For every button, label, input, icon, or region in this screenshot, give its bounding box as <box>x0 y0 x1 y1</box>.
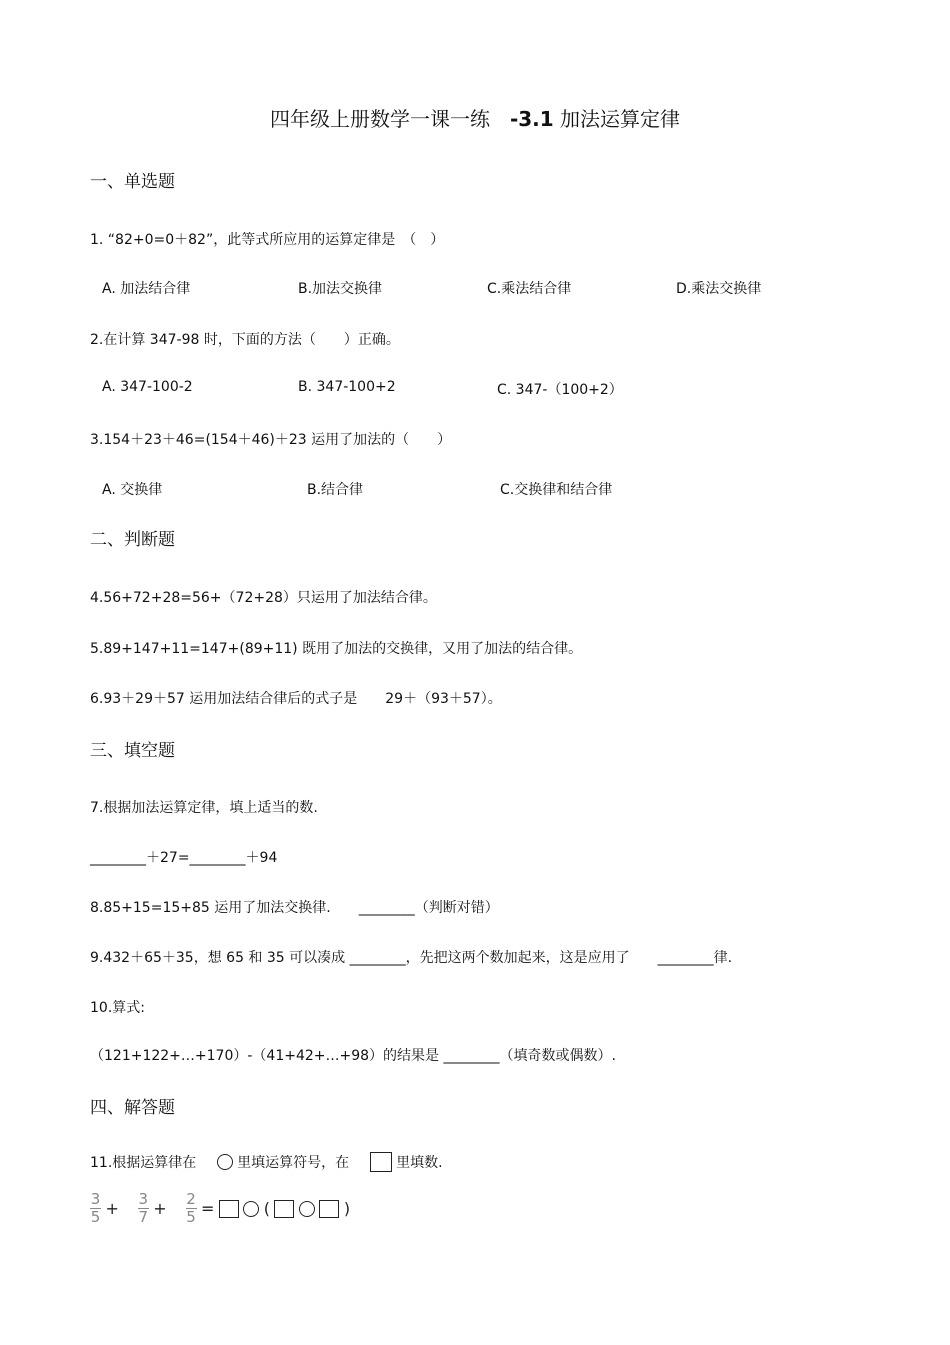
fraction-2-denominator: 7 <box>138 1208 149 1226</box>
fraction-1-numerator: 3 <box>90 1190 101 1208</box>
title-number: -3.1 <box>509 107 554 131</box>
page-title <box>0 103 950 132</box>
question-6: 6.93＋29＋57 运用加法结合律后的式子是 29＋（93＋57）。 <box>90 691 502 707</box>
q11-equation <box>90 1192 350 1225</box>
question-5: 5.89+147+11=147+(89+11) 既用了加法的交换律，又用了加法的结合律。 <box>90 641 583 657</box>
question-2: 2.在计算 347-98 时，下面的方法（ ）正确。 <box>90 332 400 348</box>
question-7-blanks: ________＋27=________＋94 <box>90 850 278 866</box>
title-main: 四年级上册数学一课一练 <box>269 107 490 131</box>
operator-circle-2[interactable] <box>299 1201 315 1217</box>
q2-option-a: A. 347-100-2 <box>102 379 193 395</box>
title-rest: 加法运算定律 <box>560 107 681 131</box>
section-heading-fill-blank: 三、填空题 <box>90 741 175 761</box>
fraction-3-numerator: 2 <box>186 1190 196 1208</box>
question-8: 8.85+15=15+85 运用了加法交换律. ________（判断对错） <box>90 900 499 916</box>
question-1: 1. “82+0=0＋82”，此等式所应用的运算定律是 （ ） <box>90 232 445 248</box>
question-9: 9.432＋65＋35，想 65 和 35 可以凑成 ________，先把这两个数加起来，这是应用了 ________律. <box>90 950 733 966</box>
question-10-expression: （121+122+…+170）-（41+42+…+98）的结果是 ________（填奇数或偶数）. <box>90 1048 616 1064</box>
operator-circle-1[interactable] <box>243 1201 259 1217</box>
q11-text-mid: 里填运算符号，在 <box>237 1155 350 1171</box>
answer-box-2[interactable] <box>274 1200 294 1218</box>
q11-text-pre: 11.根据运算律在 <box>90 1155 197 1171</box>
square-box-icon <box>370 1152 392 1172</box>
plus-sign: + <box>153 1199 167 1218</box>
q1-option-a: A. 加法结合律 <box>102 281 191 297</box>
q3-option-c: C.交换律和结合律 <box>500 482 613 498</box>
fraction-2-numerator: 3 <box>138 1190 149 1208</box>
right-paren: ) <box>343 1199 351 1218</box>
question-4: 4.56+72+28=56+（72+28）只运用了加法结合律。 <box>90 590 437 606</box>
section-heading-single-choice: 一、单选题 <box>90 172 175 192</box>
fraction-3-denominator: 5 <box>186 1208 196 1226</box>
fraction-2 <box>138 1192 149 1225</box>
q1-option-b: B.加法交换律 <box>298 281 383 297</box>
question-11 <box>90 1152 443 1172</box>
q1-option-c: C.乘法结合律 <box>487 281 572 297</box>
q11-text-post: 里填数. <box>396 1155 443 1171</box>
question-10: 10.算式: <box>90 1000 145 1016</box>
question-7: 7.根据加法运算定律，填上适当的数. <box>90 800 318 816</box>
plus-sign: + <box>105 1199 119 1218</box>
q3-option-a: A. 交换律 <box>102 482 163 498</box>
left-paren: ( <box>263 1199 270 1218</box>
q3-option-b: B.结合律 <box>307 482 364 498</box>
fraction-1-denominator: 5 <box>90 1208 101 1226</box>
section-heading-true-false: 二、判断题 <box>90 530 175 550</box>
answer-box-1[interactable] <box>219 1200 239 1218</box>
fraction-3 <box>186 1192 197 1225</box>
q2-option-b: B. 347-100+2 <box>298 379 396 395</box>
q1-option-d: D.乘法交换律 <box>676 281 762 297</box>
answer-box-3[interactable] <box>319 1200 339 1218</box>
q2-option-c: C. 347-（100+2） <box>497 382 623 398</box>
fraction-1 <box>90 1192 101 1225</box>
circle-symbol-icon <box>217 1154 233 1170</box>
question-3: 3.154＋23＋46=(154＋46)＋23 运用了加法的（ ） <box>90 432 452 448</box>
equals-sign: = <box>200 1199 215 1218</box>
section-heading-solve: 四、解答题 <box>90 1098 175 1118</box>
